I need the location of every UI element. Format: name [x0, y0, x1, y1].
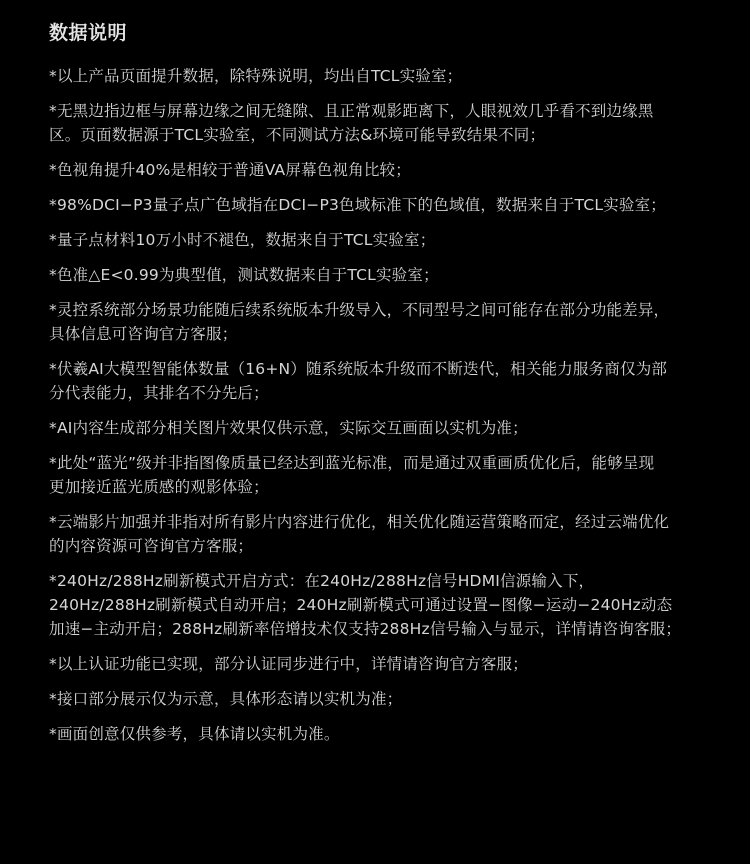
- note-item: *色准△E<0.99为典型值，测试数据来自于TCL实验室；: [49, 266, 439, 284]
- note-item: *云端影片加强并非指对所有影片内容进行优化，相关优化随运营策略而定，经过云端优化 的内容资源可咨询官方客服；: [49, 513, 670, 555]
- note-item: *量子点材料10万小时不褪色，数据来自于TCL实验室；: [49, 231, 436, 249]
- note-item: *AI内容生成部分相关图片效果仅供示意，实际交互画面以实机为准；: [49, 419, 528, 437]
- note-item: *240Hz/288Hz刷新模式开启方式：在240Hz/288Hz信号HDMI信源输入下， 240Hz/288Hz刷新模式自动开启；240Hz刷新模式可通过设置−图像−运动−240Hz动态 加速−主动开启；288Hz刷新率倍增技术仅支持288Hz信号输入与显示，详情请咨询客服；: [49, 572, 682, 638]
- note-item: *接口部分展示仅为示意，具体形态请以实机为准；: [49, 690, 403, 708]
- notes-list: [49, 64, 710, 746]
- note-item: *无黑边指边框与屏幕边缘之间无缝隙、且正常观影距离下，人眼视效几乎看不到边缘黑 区。页面数据源于TCL实验室，不同测试方法&环境可能导致结果不同；: [49, 102, 654, 144]
- note-item: *色视角提升40%是相较于普通VA屏幕色视角比较；: [49, 161, 411, 179]
- note-item: *以上认证功能已实现，部分认证同步进行中，详情请咨询官方客服；: [49, 655, 528, 673]
- page-title: 数据说明: [49, 22, 128, 44]
- note-item: *98%DCI−P3量子点广色域指在DCI−P3色域标准下的色域值，数据来自于TCL实验室；: [49, 196, 666, 214]
- note-item: *伏羲AI大模型智能体数量（16+N）随系统版本升级而不断迭代，相关能力服务商仅为部 分代表能力，其排名不分先后；: [49, 360, 668, 402]
- note-item: *以上产品页面提升数据，除特殊说明，均出自TCL实验室；: [49, 67, 463, 85]
- note-item: *此处“蓝光”级并非指图像质量已经达到蓝光标准，而是通过双重画质优化后，能够呈现 更加接近蓝光质感的观影体验；: [49, 454, 655, 496]
- note-item: *画面创意仅供参考，具体请以实机为准。: [49, 725, 340, 743]
- note-item: *灵控系统部分场景功能随后续系统版本升级导入，不同型号之间可能存在部分功能差异， 具体信息可咨询官方客服；: [49, 301, 670, 343]
